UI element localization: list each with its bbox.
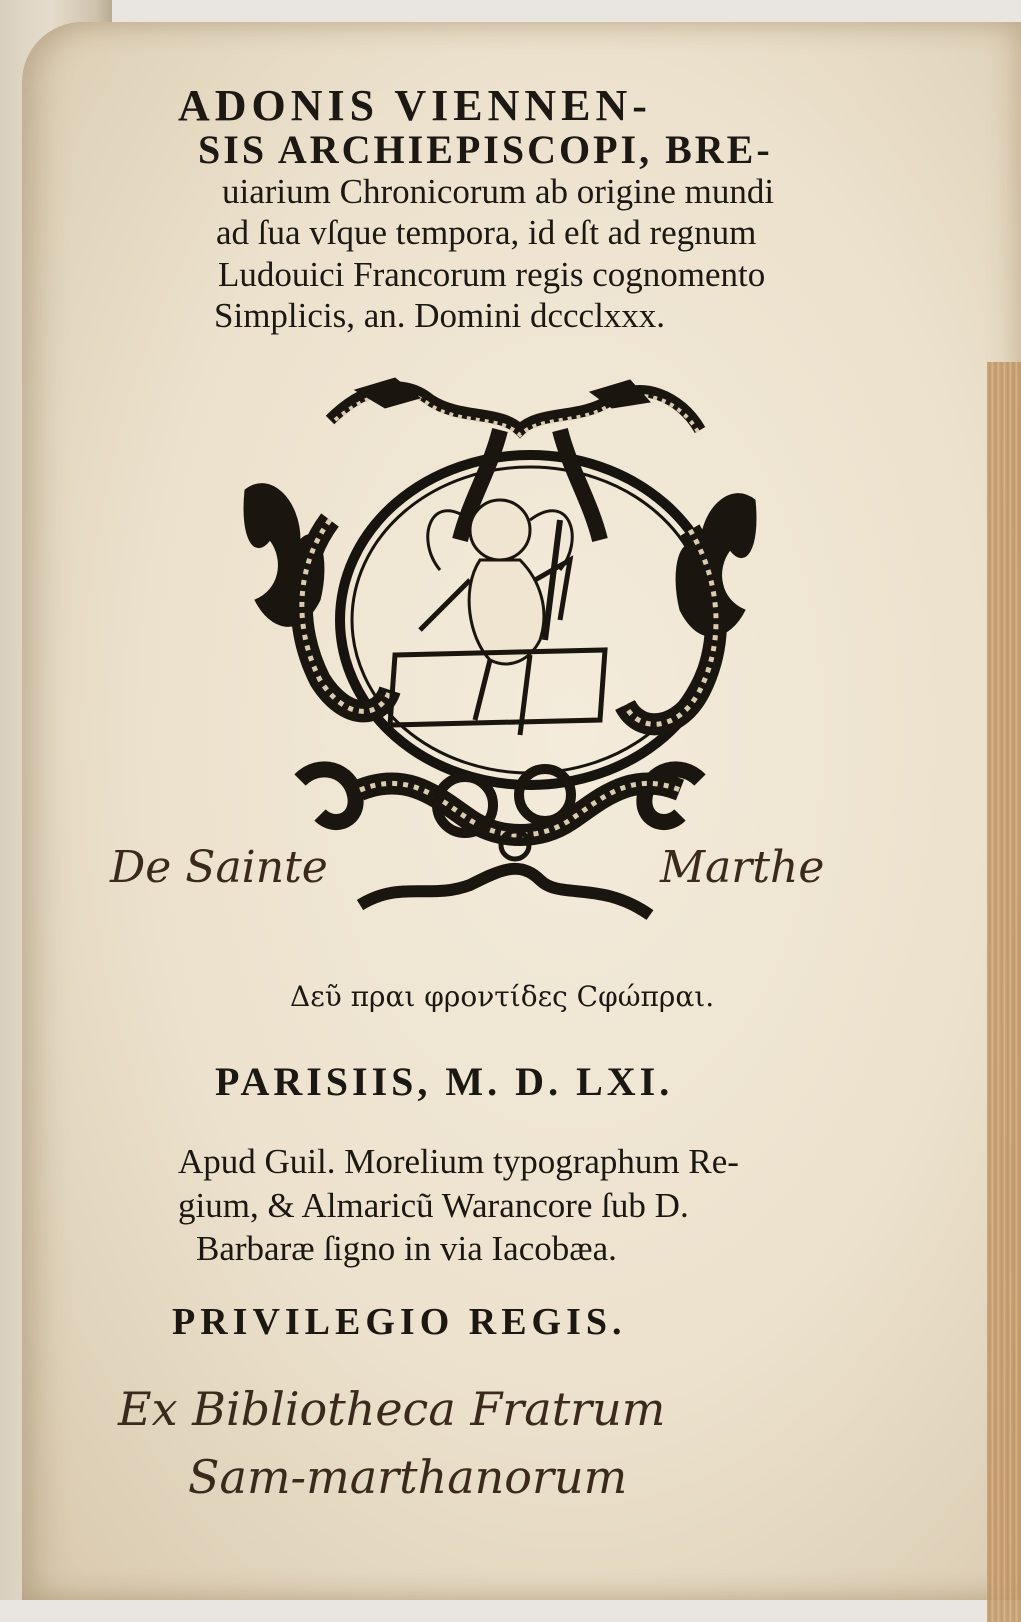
title-line-6: Simplicis, an. Domini dccclxxx. bbox=[214, 296, 666, 335]
handwriting-de-sainte: De Sainte bbox=[110, 842, 328, 893]
ex-libris-line-2: Sam-marthanorum bbox=[188, 1450, 628, 1504]
imprint-line-1: Apud Guil. Morelium typographum Re- bbox=[178, 1142, 739, 1181]
title-line-2: SIS ARCHIEPISCOPI, BRE- bbox=[198, 127, 773, 172]
handwriting-marthe: Marthe bbox=[660, 842, 825, 893]
imprint-place: PARISIIS, M. D. LXI. bbox=[215, 1059, 674, 1104]
ex-libris-line-1: Ex Bibliotheca Fratrum bbox=[118, 1382, 666, 1436]
title-line-1: ADONIS VIENNEN- bbox=[178, 81, 652, 130]
imprint-line-2: gium, & Almaricũ Warancore ſub D. bbox=[178, 1186, 689, 1225]
title-line-4: ad ſua vſque tempora, id eſt ad regnum bbox=[216, 213, 757, 252]
dragon-wing-icon bbox=[244, 484, 390, 712]
title-line-5: Ludouici Francorum regis cognomento bbox=[218, 255, 766, 294]
serpent-icon bbox=[300, 769, 700, 915]
cherub-icon bbox=[420, 500, 572, 735]
privilege-line: PRIVILEGIO REGIS. bbox=[172, 1301, 627, 1343]
greek-motto: Δεῦ πραι φροντίδες Cφώπραι. bbox=[290, 980, 715, 1013]
title-line-3: uiarium Chronicorum ab origine mundi bbox=[222, 172, 775, 211]
imprint-line-3: Barbaræ ſigno in via Iacobæa. bbox=[196, 1229, 617, 1268]
